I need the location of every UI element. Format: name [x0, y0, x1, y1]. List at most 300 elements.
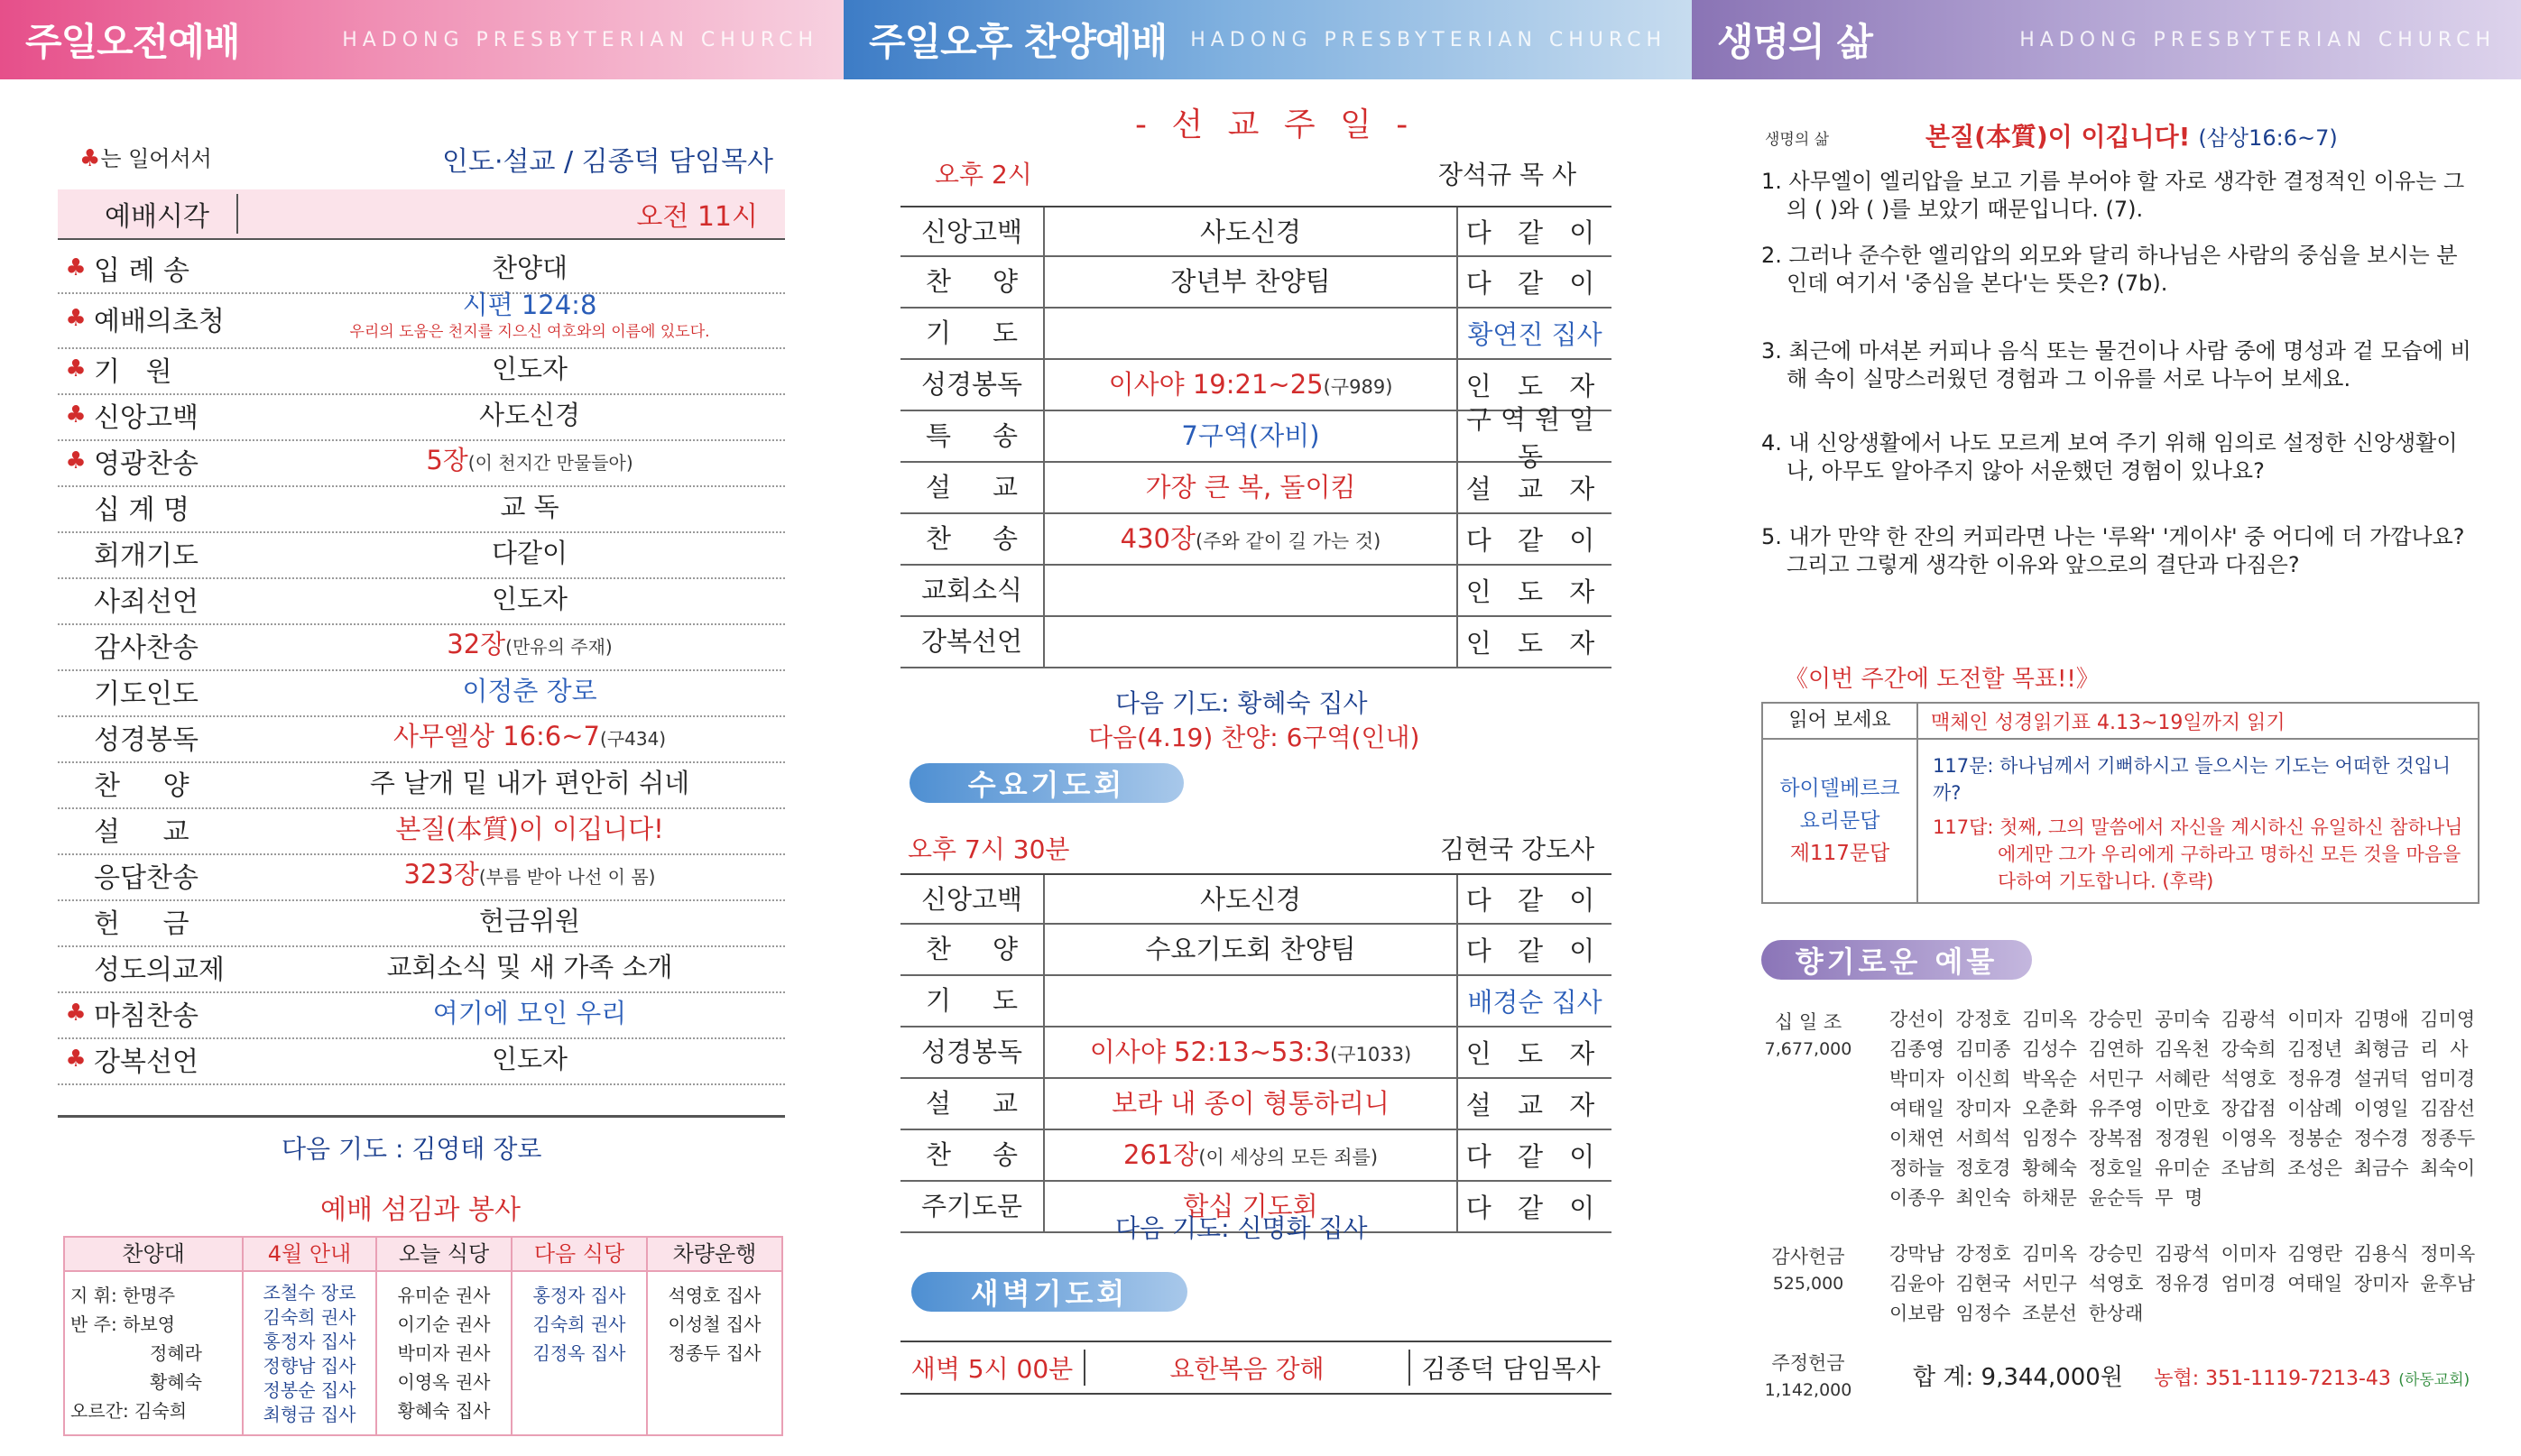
weekly-label: 주정헌금	[1771, 1352, 1845, 1374]
service-entry: 황혜숙 집사	[397, 1400, 491, 1422]
morning-row	[58, 290, 785, 349]
morning-row-label	[58, 1039, 274, 1079]
afternoon-row-value	[1045, 411, 1458, 461]
morning-row-value	[274, 628, 785, 660]
morning-leader: 인도·설교 / 김종덕 담임목사	[442, 146, 774, 178]
afternoon-row-value	[1045, 566, 1458, 615]
morning-row-label-text: 입 례 송	[94, 255, 190, 287]
wednesday-row-who: 다 같 이	[1465, 1193, 1604, 1223]
afternoon-row	[900, 617, 1611, 668]
morning-row-value	[274, 954, 785, 981]
tithe-amount: 7,677,000	[1764, 1039, 1852, 1059]
bank-account: 농협: 351-1119-7213-43	[2154, 1368, 2391, 1390]
morning-row	[58, 529, 785, 579]
morning-row-value-main: 다같이	[491, 538, 568, 568]
morning-row-label-text: 기 원	[94, 356, 172, 388]
morning-row-label	[58, 993, 274, 1033]
wednesday-row-who: 설 교 자	[1465, 1090, 1604, 1120]
wednesday-row	[900, 1130, 1611, 1182]
morning-row-label	[58, 625, 274, 665]
afternoon-row-value	[1045, 207, 1458, 255]
tithe-label: 십 일 조	[1774, 1011, 1842, 1033]
morning-row	[58, 437, 785, 487]
afternoon-row	[900, 257, 1611, 309]
morning-next-prayer: 다음 기도 : 김영태 장로	[282, 1134, 542, 1164]
tithe-name-line: 이채연 서희석 임정수 장복점 정경원 이영옥 정봉순 정수경 정종두	[1889, 1128, 2476, 1149]
challenge-box	[1761, 702, 2479, 904]
morning-row-label-text: 예배의초청	[94, 306, 225, 337]
morning-row-value-text	[274, 585, 785, 613]
morning-row-value-main: 인도자	[491, 584, 568, 614]
morning-row-value	[274, 677, 785, 705]
morning-row-value-main: 323장	[403, 858, 479, 889]
tithe-name-line: 여태일 장미자 오춘화 유주영 이만호 장갑점 이삼례 이영일 김잠선	[1889, 1098, 2476, 1120]
tithe-names	[1889, 1005, 2485, 1213]
afternoon-row-value	[1045, 360, 1458, 410]
afternoon-row-value-main: 장년부 찬양팀	[1170, 266, 1331, 297]
service-table-header	[65, 1238, 781, 1272]
morning-row-value	[274, 291, 785, 346]
thanks-label: 감사헌금	[1771, 1246, 1845, 1267]
wednesday-row-who: 배경순 집사	[1467, 987, 1602, 1018]
morning-row-value	[274, 858, 785, 890]
morning-row-label-text: 성도의교제	[94, 954, 225, 986]
afternoon-time: 오후 2시	[935, 160, 1032, 189]
morning-row-value-text	[274, 493, 785, 521]
morning-row	[58, 989, 785, 1039]
morning-row-label-text: 신앙고백	[94, 402, 199, 434]
service-entry: 정혜라	[150, 1342, 202, 1364]
afternoon-row	[900, 403, 1611, 472]
thanks-amount: 525,000	[1772, 1274, 1844, 1294]
catechism-line-1: 하이델베르크	[1779, 777, 1900, 800]
afternoon-row	[900, 463, 1611, 514]
morning-row	[58, 713, 785, 763]
wednesday-row-label: 기 도	[900, 976, 1045, 1026]
morning-row-value-main: 이정춘 장로	[462, 676, 597, 706]
thanks-name-line: 강막남 강정호 김미옥 강승민 김광석 이미자 김영란 김용식 정미옥	[1889, 1243, 2476, 1265]
morning-row-label-text: 사죄선언	[94, 586, 199, 618]
service-entry: 이성철 집사	[668, 1313, 762, 1335]
morning-row-value-main: 사무엘상 16:6~7	[392, 720, 601, 751]
morning-row	[58, 621, 785, 671]
morning-row	[58, 943, 785, 993]
header-morning	[0, 0, 844, 79]
wednesday-row-label: 성경봉독	[900, 1027, 1045, 1077]
afternoon-row-value-note: (주와 같이 길 가는 것)	[1196, 530, 1381, 552]
dawn-leader: 김종덕 담임목사	[1421, 1354, 1601, 1384]
wednesday-row-label: 설 교	[900, 1079, 1045, 1129]
wednesday-next-prayer: 다음 기도: 신명화 집사	[1115, 1213, 1368, 1243]
morning-row-value-note: (구434)	[600, 727, 667, 750]
life-church-name: HADONG PRESBYTERIAN CHURCH	[2019, 28, 2496, 51]
header-life	[1692, 0, 2521, 79]
afternoon-row-value-main: 사도신경	[1199, 217, 1302, 247]
tithe-label-block	[1761, 1009, 1855, 1063]
morning-row-value-main: 찬양대	[491, 253, 568, 283]
service-col-next	[511, 1272, 646, 1434]
wednesday-row-label: 신앙고백	[900, 875, 1045, 923]
dawn-time: 새벽 5시 00분	[900, 1350, 1085, 1386]
catechism-label	[1763, 740, 1918, 902]
challenge-title: 《이번 주간에 도전할 목표!!》	[1785, 666, 2100, 693]
standing-note-text: 는 일어서서	[100, 146, 212, 171]
club-icon: ♣	[65, 305, 87, 332]
morning-row-label	[58, 809, 274, 849]
morning-row-value-text	[274, 720, 785, 752]
service-entry: 최형금 집사	[263, 1404, 356, 1425]
morning-row-value-main: 본질(本質)이 이깁니다!	[395, 814, 664, 844]
morning-row	[58, 897, 785, 947]
catechism-line-2: 요리문답	[1799, 809, 1880, 833]
morning-row-value	[274, 769, 785, 797]
wednesday-row-value-main: 보라 내 종이 형통하리니	[1112, 1088, 1390, 1119]
afternoon-row	[900, 206, 1611, 257]
offering-pill: 향기로운 예물	[1761, 940, 2032, 980]
wednesday-row-value-main: 261장	[1122, 1139, 1199, 1170]
morning-row-value-main: 여기에 모인 우리	[432, 998, 627, 1028]
morning-row-value-main: 사도신경	[478, 400, 581, 430]
morning-row-value-main: 인도자	[491, 1044, 568, 1074]
morning-row-value-text	[274, 355, 785, 382]
service-entry: 이영옥 권사	[397, 1371, 491, 1393]
tithe-name-line: 정하늘 정호경 황혜숙 정호일 유미순 조남희 조성은 최금수 최숙이	[1889, 1157, 2476, 1179]
morning-row-value-text	[274, 1000, 785, 1027]
tithe-name-line: 김종영 김미종 김성수 김연하 김옥천 강숙희 김정년 최형금 리 사	[1889, 1038, 2469, 1060]
afternoon-row-value-main: 7구역(자비)	[1181, 420, 1320, 451]
afternoon-row-who: 인 도 자	[1465, 371, 1604, 401]
service-col-drive	[646, 1272, 781, 1434]
morning-row	[58, 667, 785, 717]
club-icon: ♣	[65, 401, 87, 429]
morning-row-label-text: 응답찬송	[94, 862, 199, 894]
afternoon-next-prayer: 다음 기도: 황혜숙 집사	[1115, 688, 1368, 718]
standing-note	[79, 141, 212, 172]
morning-row	[58, 483, 785, 533]
wednesday-row-value-main: 합십 기도회	[1183, 1191, 1318, 1221]
morning-row-label-text: 설 교	[94, 816, 189, 848]
life-ref: (삼상16:6~7)	[2198, 125, 2338, 151]
morning-row-label	[58, 299, 274, 338]
wednesday-row	[900, 1079, 1611, 1130]
catechism-line-3: 제117문답	[1789, 842, 1890, 865]
afternoon-leader: 장석규 목 사	[1438, 160, 1577, 189]
morning-row-label	[58, 533, 274, 573]
afternoon-row-who: 구역원일동	[1465, 403, 1604, 472]
life-small-label: 생명의 삶	[1765, 131, 1830, 149]
service-entry: 홍정자 집사	[263, 1331, 356, 1352]
service-entry: 김숙희 권사	[532, 1313, 626, 1335]
wednesday-row-value	[1045, 1130, 1458, 1180]
morning-row-value-note: (부름 받아 나선 이 몸)	[478, 865, 656, 888]
morning-row-value-text	[274, 908, 785, 935]
afternoon-row-label: 성경봉독	[900, 360, 1045, 410]
club-icon: ♣	[65, 355, 87, 382]
catechism-question: 117문: 하나님께서 기뻐하시고 들으시는 기도는 어떠한 것입니까?	[1933, 755, 2452, 804]
service-col-header: 오늘 식당	[375, 1238, 511, 1270]
wednesday-row-value	[1045, 1079, 1458, 1129]
thanks-label-block	[1761, 1243, 1855, 1297]
wednesday-row	[900, 1027, 1611, 1079]
morning-row	[58, 391, 785, 441]
afternoon-row-value-note: (구989)	[1323, 376, 1393, 398]
morning-row-value-text	[274, 401, 785, 429]
morning-list-bottom-rule	[58, 1115, 785, 1118]
offering-total: 합 계: 9,344,000원	[1913, 1364, 2123, 1391]
wednesday-row	[900, 873, 1611, 925]
service-entry: 황혜숙	[150, 1371, 202, 1393]
service-col-header: 4월 안내	[242, 1238, 375, 1270]
life-title-line	[1925, 117, 2338, 153]
morning-row-label	[58, 395, 274, 435]
wednesday-row-value-note: (이 세상의 모든 죄를)	[1198, 1147, 1379, 1168]
afternoon-row-value	[1045, 617, 1458, 667]
service-entry: 박미자 권사	[397, 1342, 491, 1364]
wednesday-row-label: 주기도문	[900, 1182, 1045, 1231]
service-col-today	[375, 1272, 511, 1434]
morning-row-label	[58, 855, 274, 895]
morning-row-label-text: 십 계 명	[94, 494, 190, 526]
morning-row-value-main: 교회소식 및 새 가족 소개	[386, 952, 673, 982]
wednesday-row-who: 다 같 이	[1465, 935, 1604, 966]
morning-row-label	[58, 671, 274, 711]
read-label: 읽어 보세요	[1763, 704, 1918, 738]
club-icon: ♣	[79, 145, 101, 172]
morning-row-label	[58, 763, 274, 803]
morning-row-value	[274, 401, 785, 429]
service-time-label: 예배시각	[58, 194, 238, 234]
afternoon-title: 주일오후 찬양예배	[869, 20, 1168, 64]
morning-row-label-text: 기도인도	[94, 678, 199, 710]
afternoon-row-value	[1045, 257, 1458, 307]
wednesday-row-who: 인 도 자	[1465, 1038, 1604, 1069]
afternoon-row-who: 인 도 자	[1465, 628, 1604, 659]
morning-row-value-main: 시편 124:8	[462, 290, 597, 320]
morning-row-value-text	[274, 954, 785, 981]
service-col-header: 찬양대	[122, 1241, 185, 1267]
morning-row-value	[274, 1046, 785, 1073]
afternoon-row-value	[1045, 463, 1458, 512]
service-entry: 석영호 집사	[668, 1285, 762, 1306]
morning-title: 주일오전예배	[25, 20, 240, 64]
service-entry: 조철수 장로	[263, 1282, 356, 1304]
morning-row-value	[274, 585, 785, 613]
club-icon: ♣	[65, 447, 87, 475]
afternoon-row-label: 교회소식	[900, 566, 1045, 615]
afternoon-church-name: HADONG PRESBYTERIAN CHURCH	[1190, 28, 1667, 51]
morning-row-value-main: 주 날개 밑 내가 편안히 쉬네	[369, 768, 690, 798]
morning-row-value	[274, 444, 785, 476]
wednesday-row-label: 찬 송	[900, 1130, 1045, 1180]
afternoon-row-value	[1045, 309, 1458, 358]
morning-row-value	[274, 720, 785, 752]
morning-row	[58, 759, 785, 809]
dawn-pill: 새벽기도회	[911, 1272, 1187, 1312]
life-question: 1. 사무엘이 엘리압을 보고 기름 부어야 할 자로 생각한 결정적인 이유는 그의 ( )와 ( )를 보았기 때문입니다. (7).	[1761, 169, 2465, 222]
tithe-name-line: 박미자 이신희 박옥순 서민구 서혜란 석영호 정유경 설귀덕 엄미경	[1889, 1068, 2476, 1090]
service-entry: 김숙희 권사	[263, 1306, 356, 1328]
service-section-title: 예배 섬김과 봉사	[320, 1194, 521, 1226]
morning-row-label	[58, 717, 274, 757]
afternoon-row-who: 황연진 집사	[1467, 319, 1602, 350]
service-entry: 이기순 권사	[397, 1313, 491, 1335]
service-col-guide	[242, 1272, 375, 1434]
catechism-content	[1918, 740, 2478, 902]
morning-row-value-main: 교 독	[500, 492, 559, 522]
wednesday-row-value-main: 사도신경	[1199, 884, 1302, 915]
morning-row-label	[58, 349, 274, 389]
morning-row-value-text	[274, 677, 785, 705]
wednesday-row-value	[1045, 925, 1458, 974]
morning-row-label	[58, 947, 274, 987]
thanks-name-line: 김윤아 김현국 서민구 석영호 정유경 엄미경 여태일 장미자 윤후남	[1889, 1273, 2476, 1295]
morning-row-value-text	[274, 816, 785, 843]
service-entry: 지 휘: 한명주	[70, 1285, 176, 1306]
wednesday-row-value	[1045, 976, 1458, 1026]
morning-row-value	[274, 493, 785, 521]
morning-row-label	[58, 901, 274, 941]
offering-total-line	[1913, 1359, 2470, 1392]
morning-row-value-text	[274, 444, 785, 476]
wednesday-row-value	[1045, 1027, 1458, 1077]
wednesday-row-who: 다 같 이	[1465, 885, 1604, 916]
morning-row-label	[58, 579, 274, 619]
morning-row-value	[274, 539, 785, 567]
service-col-header: 다음 식당	[511, 1238, 646, 1270]
afternoon-row	[900, 566, 1611, 617]
header-afternoon	[844, 0, 1692, 79]
afternoon-row-who: 다 같 이	[1465, 268, 1604, 299]
wednesday-time: 오후 7시 30분	[908, 834, 1070, 864]
morning-row-value-text	[274, 628, 785, 660]
weekly-label-block	[1761, 1350, 1855, 1404]
afternoon-row-label: 특 송	[900, 411, 1045, 461]
afternoon-row-label: 찬 송	[900, 514, 1045, 564]
club-icon: ♣	[65, 254, 87, 281]
morning-row-label-text: 성경봉독	[94, 724, 199, 756]
read-value: 맥체인 성경읽기표 4.13~19일까지 읽기	[1931, 711, 2286, 734]
afternoon-row-who: 인 도 자	[1465, 576, 1604, 607]
afternoon-row-label: 강복선언	[900, 617, 1045, 667]
morning-row-value	[274, 816, 785, 843]
wednesday-row-value	[1045, 875, 1458, 923]
morning-row-value-text	[274, 769, 785, 797]
morning-row	[58, 345, 785, 395]
morning-row-value-text	[274, 858, 785, 890]
morning-row-value-main: 32장	[447, 628, 506, 659]
read-row	[1763, 704, 2478, 740]
service-col-header: 차량운행	[646, 1238, 781, 1270]
morning-row-label-text: 영광찬송	[94, 448, 199, 480]
afternoon-row-who: 설 교 자	[1465, 474, 1604, 504]
service-entry: 유미순 권사	[397, 1285, 491, 1306]
morning-row-value	[274, 1000, 785, 1027]
service-time-value: 오전 11시	[636, 201, 758, 233]
wednesday-row	[900, 976, 1611, 1027]
morning-row-value-text	[274, 291, 785, 318]
morning-row-label-text: 강복선언	[94, 1046, 199, 1078]
club-icon: ♣	[65, 1046, 87, 1073]
morning-row-value	[274, 254, 785, 281]
morning-row-label	[58, 441, 274, 481]
life-header-title: 생명의 삶	[1717, 20, 1872, 64]
weekly-amount: 1,142,000	[1764, 1380, 1852, 1400]
wednesday-row-value-note: (구1033)	[1330, 1044, 1412, 1065]
morning-row-value-text	[274, 254, 785, 281]
morning-row-label	[58, 248, 274, 288]
service-time-row	[58, 189, 785, 240]
life-question: 3. 최근에 마셔본 커피나 음식 또는 물건이나 사람 중에 명성과 겉 모습에 비해 속이 실망스러웠던 경험과 그 이유를 서로 나누어 보세요.	[1761, 338, 2471, 392]
morning-row-label-text: 회개기도	[94, 540, 199, 572]
morning-row-value-note: (이 천지간 만물들아)	[467, 451, 633, 474]
morning-row	[58, 1035, 785, 1085]
morning-row-value-note: (만유의 주재)	[505, 635, 613, 658]
morning-row-value-main: 인도자	[491, 354, 568, 384]
morning-row-value	[274, 355, 785, 382]
wednesday-pill: 수요기도회	[910, 763, 1184, 803]
service-entry: 김정옥 집사	[532, 1342, 626, 1364]
morning-row-label	[58, 487, 274, 527]
afternoon-row-value	[1045, 514, 1458, 564]
morning-row-value-text	[274, 539, 785, 567]
service-table	[63, 1236, 783, 1436]
service-entry: 정봉순 집사	[263, 1379, 356, 1401]
afternoon-row-who: 다 같 이	[1465, 525, 1604, 556]
morning-row-value	[274, 908, 785, 935]
club-icon: ♣	[65, 1000, 87, 1027]
service-entry: 오르간: 김숙희	[70, 1400, 188, 1422]
morning-row-label-text: 찬 양	[94, 770, 189, 802]
wednesday-row-who: 다 같 이	[1465, 1141, 1604, 1172]
wednesday-row-label: 찬 양	[900, 925, 1045, 974]
afternoon-row	[900, 514, 1611, 566]
service-entry: 반 주: 하보영	[70, 1313, 176, 1335]
service-entry: 정향남 집사	[263, 1355, 356, 1377]
bank-account-note: (하동교회)	[2398, 1371, 2470, 1389]
catechism-answer: 117답: 첫째, 그의 말씀에서 자신을 계시하신 유일하신 참하나님에게만 그가 우리에게 구하라고 명하신 모든 것을 마음을 다하여 기도합니다. (후략)	[1933, 816, 2463, 892]
morning-church-name: HADONG PRESBYTERIAN CHURCH	[342, 28, 818, 51]
catechism-row	[1763, 740, 2478, 902]
morning-row	[58, 575, 785, 625]
tithe-name-line: 강선이 강정호 김미옥 강승민 공미숙 김광석 이미자 김명애 김미영	[1889, 1009, 2476, 1030]
life-question: 5. 내가 만약 한 잔의 커피라면 나는 '루왁' '게이샤' 중 어디에 더 가깝나요? 그리고 그렇게 생각한 이유와 앞으로의 결단과 다짐은?	[1761, 524, 2465, 577]
morning-row-value-text	[274, 1046, 785, 1073]
life-title: 본질(本質)이 이깁니다!	[1925, 122, 2191, 152]
service-col-choir	[65, 1272, 242, 1434]
service-entry: 홍정자 집사	[532, 1285, 626, 1306]
morning-row-label-text: 마침찬송	[94, 1000, 199, 1032]
afternoon-row-value-main: 가장 큰 복, 돌이킴	[1145, 472, 1356, 502]
life-question: 2. 그러나 준수한 엘리압의 외모와 달리 하나님은 사람의 중심을 보시는 분인데 여기서 '중심을 본다'는 뜻은? (7b).	[1761, 243, 2458, 296]
afternoon-row-label: 기 도	[900, 309, 1045, 358]
afternoon-row-label: 신앙고백	[900, 207, 1045, 255]
afternoon-row	[900, 309, 1611, 360]
thanks-name-line: 이보람 임정수 조분선 한상래	[1889, 1303, 2144, 1324]
dawn-title: 요한복음 강해	[1085, 1350, 1410, 1386]
morning-row	[58, 805, 785, 855]
service-table-body	[65, 1272, 781, 1434]
thanks-names	[1889, 1239, 2485, 1329]
morning-row-value-sub: 우리의 도움은 천지를 지으신 여호와의 이름에 있도다.	[349, 323, 710, 341]
wednesday-row-value-main: 이사야 52:13~53:3	[1089, 1037, 1331, 1067]
afternoon-row-value-main: 이사야 19:21~25	[1108, 369, 1324, 400]
morning-row-value-main: 5장	[426, 444, 468, 475]
morning-row-label-text: 감사찬송	[94, 632, 199, 664]
afternoon-row-label: 찬 양	[900, 257, 1045, 307]
wednesday-row	[900, 925, 1611, 976]
morning-row	[58, 244, 785, 294]
tithe-name-line: 이종우 최인숙 하채문 윤순득 무 명	[1889, 1187, 2203, 1209]
